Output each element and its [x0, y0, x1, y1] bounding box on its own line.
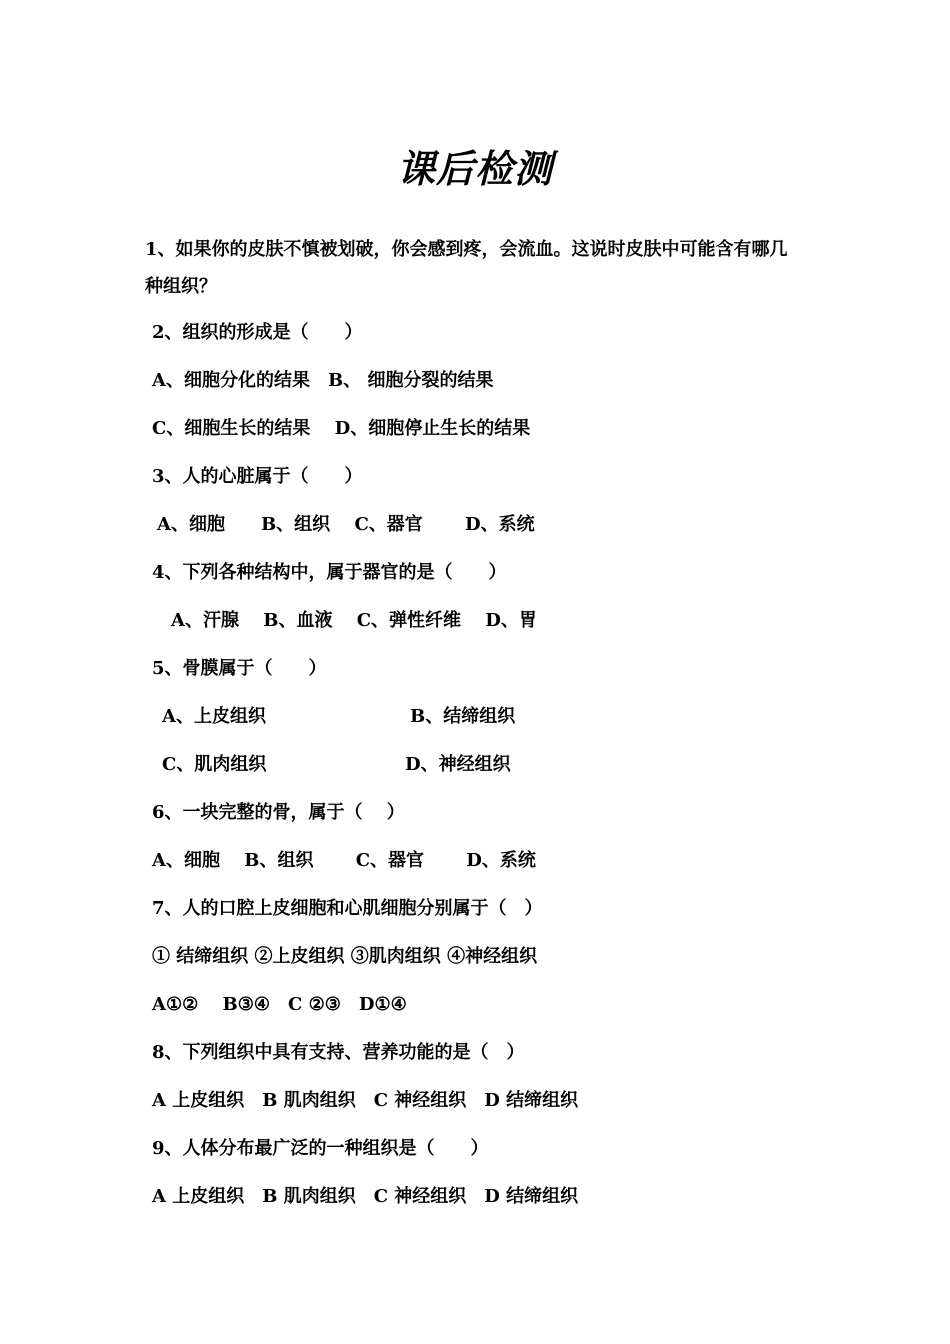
- question-8-options: A 上皮组织 B 肌肉组织 C 神经组织 D 结缔组织: [152, 1090, 579, 1111]
- question-7-choices: ① 结缔组织 ②上皮组织 ③肌肉组织 ④神经组织: [152, 946, 538, 967]
- question-7: 7、人的口腔上皮细胞和心肌细胞分别属于（ ）: [152, 898, 543, 919]
- question-5-option-a: A、上皮组织: [162, 706, 266, 727]
- question-1-line-1: 1、如果你的皮肤不慎被划破，你会感到疼，会流血。这说时皮肤中可能含有哪几: [145, 239, 788, 260]
- question-9-options: A 上皮组织 B 肌肉组织 C 神经组织 D 结缔组织: [152, 1186, 579, 1207]
- question-8: 8、下列组织中具有支持、营养功能的是（ ）: [152, 1042, 525, 1063]
- question-4: 4、下列各种结构中，属于器官的是（ ）: [152, 562, 507, 583]
- question-7-options: A①② B③④ C ②③ D①④: [152, 994, 407, 1015]
- question-6-options: A、细胞 B、组织 C、器官 D、系统: [152, 850, 536, 871]
- question-6: 6、一块完整的骨，属于（ ）: [152, 802, 405, 823]
- question-2-options-cd: C、细胞生长的结果 D、细胞停止生长的结果: [152, 418, 531, 439]
- question-3-options: A、细胞 B、组织 C、器官 D、系统: [157, 514, 535, 535]
- question-5-option-c: C、肌肉组织: [162, 754, 267, 775]
- page-title: 课后检测: [396, 147, 553, 191]
- question-2: 2、组织的形成是（ ）: [152, 322, 363, 343]
- question-5: 5、骨膜属于（ ）: [152, 658, 327, 679]
- question-5-option-b: B、结缔组织: [410, 706, 516, 727]
- question-1-line-2: 种组织？: [145, 276, 217, 297]
- question-4-options: A、汗腺 B、血液 C、弹性纤维 D、胃: [171, 610, 537, 631]
- question-2-options-ab: A、细胞分化的结果 B、 细胞分裂的结果: [152, 370, 494, 391]
- question-9: 9、人体分布最广泛的一种组织是（ ）: [152, 1138, 489, 1159]
- question-3: 3、人的心脏属于（ ）: [152, 466, 363, 487]
- question-5-option-d: D、神经组织: [405, 754, 511, 775]
